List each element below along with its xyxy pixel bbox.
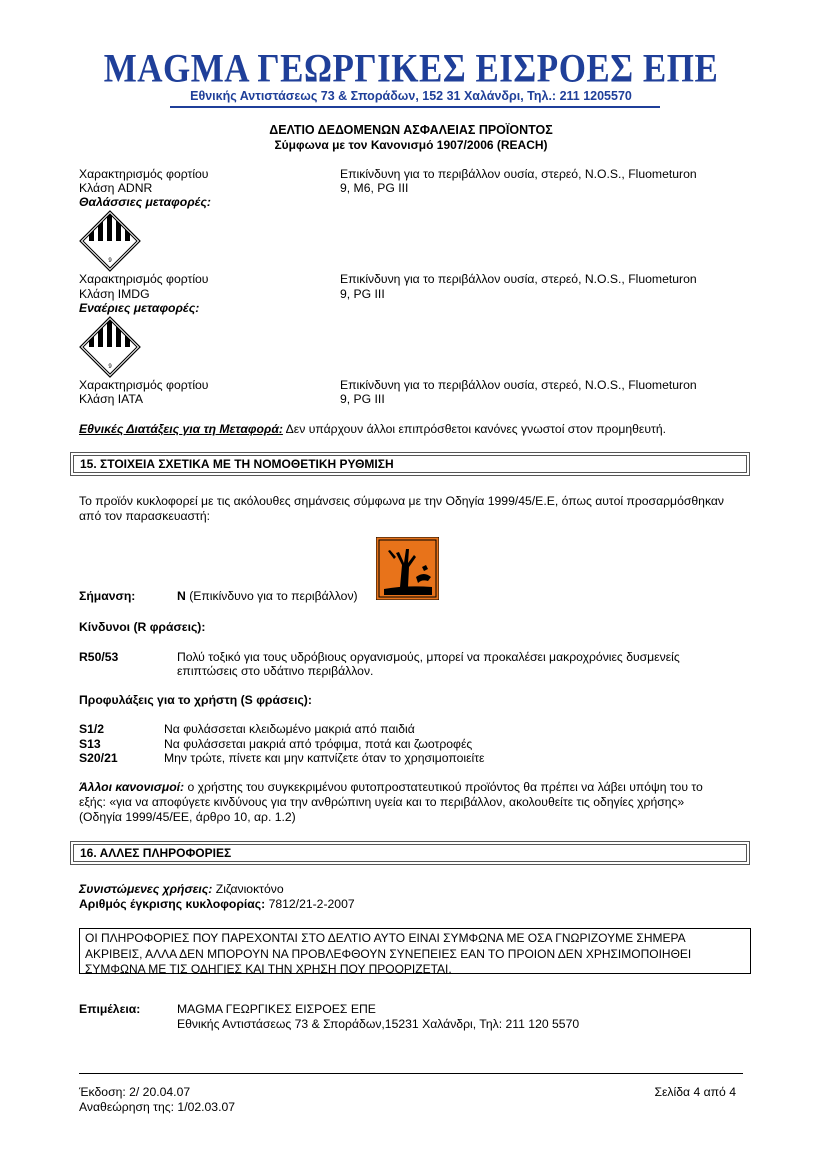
section-15-header: [70, 452, 750, 476]
disclaimer-line2: ΑΚΡΙΒΕΙΣ, ΑΛΛΑ ΔΕΝ ΜΠΟΡΟΥΝ ΝΑ ΠΡΟΒΛΕΦΘΟΥΝ ΣΥΝΕΠΕΙΕΣ ΕΑΝ ΤΟ ΠΡΟΙΟΝ ΔΕΝ ΧΡΗΣΙΜΟΠΟΙΗΘΕΙ: [85, 946, 692, 961]
disclaimer-line3: ΣΥΜΦΩΝΑ ΜΕ ΤΙΣ ΟΔΗΓΙΕΣ ΚΑΙ ΤΗΝ ΧΡΗΣΗ ΠΟΥ ΠΡΟΟΡΙΖΕΤΑΙ.: [85, 962, 452, 976]
other-regulations-line2: εξής: «για να αποφύγετε κινδύνους για την ανθρώπινη υγεία και το περιβάλλον, ακολουθείτε τις οδηγίες χρήσης»: [79, 795, 685, 809]
recommended-uses: [79, 882, 284, 896]
company-address: Εθνικής Αντιστάσεως 73 & Σποράδων, 152 31 Χαλάνδρι, Τηλ.: 211 1205570: [190, 89, 632, 103]
approval-number-value: 7812/21-2-2007: [265, 897, 355, 911]
approval-number-label: Αριθμός έγκρισης κυκλοφορίας:: [79, 897, 266, 911]
s-phrase-text: Μην τρώτε, πίνετε και μην καπνίζετε όταν το χρησιμοποιείτε: [164, 751, 485, 765]
adnr-desc-value: Επικίνδυνη για το περιβάλλον ουσία, στερεό, N.O.S., Fluometuron: [340, 167, 697, 181]
adnr-class-value: 9, M6, PG III: [340, 181, 409, 195]
document-title: ΔΕΛΤΙΟ ΔΕΔΟΜΕΝΩΝ ΑΣΦΑΛΕΙΑΣ ΠΡΟΪΟΝΤΟΣ: [269, 123, 553, 137]
r-phrase-line2: επιπτώσεις στο υδάτινο περιβάλλον.: [177, 664, 374, 678]
footer-rule: [79, 1073, 743, 1074]
marking-text: (Επικίνδυνο για το περιβάλλον): [185, 589, 358, 603]
imdg-class-label: Κλάση IMDG: [79, 287, 150, 301]
section-15-intro-line1: Το προϊόν κυκλοφορεί με τις ακόλουθες σημάνσεις σύμφωνα με την Οδηγία 1999/45/Ε.Ε, όπως αυτοί προσαρμόσθηκαν: [79, 494, 725, 508]
class-9-hazard-diamond-icon: [79, 316, 141, 378]
disclaimer-notice: [79, 928, 751, 974]
s-phrase-text: Να φυλάσσεται κλειδωμένο μακριά από παιδιά: [164, 722, 415, 736]
air-transport-heading: Εναέριες μεταφορές:: [79, 301, 200, 315]
marking-value: [177, 589, 358, 603]
sea-transport-heading: Θαλάσσιες μεταφορές:: [79, 195, 211, 209]
editor-line1: MAGMA ΓΕΩΡΓΙΚΕΣ ΕΙΣΡΟΕΣ ΕΠΕ: [177, 1002, 376, 1016]
header-rule: [170, 106, 660, 108]
s-phrase-code: S20/21: [79, 751, 118, 765]
section-15-title: 15. ΣΤΟΙΧΕΙΑ ΣΧΕΤΙΚΑ ΜΕ ΤΗ ΝΟΜΟΘΕΤΙΚΗ ΡΥΘΜΙΣΗ: [80, 457, 394, 471]
editor-label: Επιμέλεια:: [79, 1002, 141, 1016]
other-regulations-label: Άλλοι κανονισμοί:: [79, 780, 185, 794]
editor-line2: Εθνικής Αντιστάσεως 73 & Σποράδων,15231 Χαλάνδρι, Τηλ: 211 120 5570: [177, 1017, 580, 1031]
s-phrase-code: S1/2: [79, 722, 105, 736]
national-provisions-text: Δεν υπάρχουν άλλοι επιπρόσθετοι κανόνες γνωστοί στον προμηθευτή.: [282, 422, 666, 436]
footer-page-number: Σελίδα 4 από 4: [654, 1085, 736, 1099]
iata-desc-label: Χαρακτηρισμός φορτίου: [79, 378, 209, 392]
company-logo-title: MAGMA ΓΕΩΡΓΙΚΕΣ ΕΙΣΡΟΕΣ ΕΠΕ: [103, 46, 719, 91]
recommended-uses-label: Συνιστώμενες χρήσεις:: [79, 882, 213, 896]
s-phrase-code: S13: [79, 737, 101, 751]
r-phrase-code: R50/53: [79, 650, 119, 664]
approval-number: [79, 897, 355, 911]
national-provisions-label: Εθνικές Διατάξεις για τη Μεταφορά:: [79, 422, 283, 436]
r-phrase-line1: Πολύ τοξικό για τους υδρόβιους οργανισμούς, μπορεί να προκαλέσει μακροχρόνιες δυσμενείς: [177, 650, 680, 664]
other-regulations-text: ο χρήστης του συγκεκριμένου φυτοπροστατευτικού προϊόντος θα πρέπει να λάβει υπόψη του το: [184, 780, 703, 794]
national-provisions: [79, 422, 666, 436]
iata-desc-value: Επικίνδυνη για το περιβάλλον ουσία, στερεό, N.O.S., Fluometuron: [340, 378, 697, 392]
s-phrase-text: Να φυλάσσεται μακριά από τρόφιμα, ποτά και ζωοτροφές: [164, 737, 473, 751]
environment-hazard-icon: [376, 537, 439, 600]
imdg-desc-label: Χαρακτηρισμός φορτίου: [79, 272, 209, 286]
imdg-class-value: 9, PG III: [340, 287, 385, 301]
other-regulations-line1: [79, 780, 743, 794]
disclaimer-line1: ΟΙ ΠΛΗΡΟΦΟΡΙΕΣ ΠΟΥ ΠΑΡΕΧΟΝΤΑΙ ΣΤΟ ΔΕΛΤΙΟ ΑΥΤΟ ΕΙΝΑΙ ΣΥΜΦΩΝΑ ΜΕ ΟΣΑ ΓΝΩΡΙΖΟΥΜΕ ΣΗΜΕΡΑ: [85, 931, 686, 945]
imdg-desc-value: Επικίνδυνη για το περιβάλλον ουσία, στερεό, N.O.S., Fluometuron: [340, 272, 697, 286]
document-subtitle: Σύμφωνα με τον Κανονισμό 1907/2006 (REACH): [274, 138, 548, 152]
iata-class-value: 9, PG III: [340, 392, 385, 406]
class-9-hazard-diamond-icon: [79, 210, 141, 272]
section-15-intro-line2: από τον παρασκευαστή:: [79, 509, 211, 523]
marking-code: N: [177, 589, 186, 603]
iata-class-label: Κλάση IATA: [79, 392, 144, 406]
adnr-class-label: Κλάση ADNR: [79, 181, 153, 195]
r-phrases-heading: Κίνδυνοι (R φράσεις):: [79, 620, 206, 634]
svg-text:9: 9: [108, 364, 112, 370]
footer-revision: Αναθεώρηση της: 1/02.03.07: [79, 1100, 236, 1114]
adnr-desc-label: Χαρακτηρισμός φορτίου: [79, 167, 209, 181]
section-16-header: [70, 841, 750, 865]
footer-edition: Έκδοση: 2/ 20.04.07: [79, 1085, 191, 1099]
section-16-title: 16. ΑΛΛΕΣ ΠΛΗΡΟΦΟΡΙΕΣ: [80, 846, 232, 860]
s-phrases-heading: Προφυλάξεις για το χρήστη (S φράσεις):: [79, 693, 312, 707]
other-regulations-line3: (Οδηγία 1999/45/ΕΕ, άρθρο 10, αρ. 1.2): [79, 810, 296, 824]
recommended-uses-value: Ζιζανιοκτόνο: [212, 882, 284, 896]
svg-text:9: 9: [108, 258, 112, 264]
marking-label: Σήμανση:: [79, 589, 136, 603]
